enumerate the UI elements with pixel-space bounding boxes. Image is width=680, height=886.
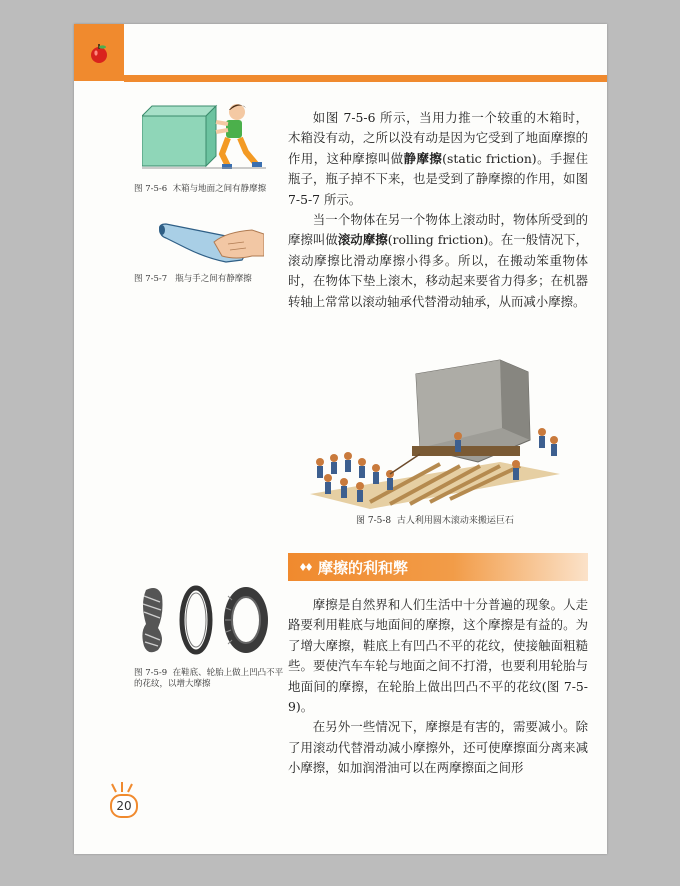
page-number-badge [102, 780, 142, 820]
figure-7-5-7-caption [134, 274, 284, 285]
diamond-bullet-icon [296, 561, 314, 573]
figure-number: 图 7-5-6 [134, 184, 168, 194]
paragraph [288, 108, 588, 210]
figure-number: 图 7-5-9 [134, 668, 168, 678]
figure-rolling-stone [290, 344, 580, 516]
figure-7-5-9-caption [134, 668, 284, 690]
figure-caption-text: 古人利用圆木滚动来搬运巨石 [396, 516, 514, 526]
figure-7-5-8-caption [356, 516, 576, 527]
figure-7-5-6-caption [134, 184, 284, 195]
apple-icon [88, 42, 110, 64]
body-text-bottom [288, 595, 588, 779]
text-run: (static friction)。手握住瓶子，瓶子掉不下来，也是受到了静摩擦的作用，如图 7-5-7 所示。 [288, 150, 589, 207]
term-rolling-friction: 滚动摩擦 [337, 232, 388, 248]
paragraph: 摩擦是自然界和人们生活中十分普遍的现象。人走路要利用鞋底与地面间的摩擦，这个摩擦是有益的。为了增大摩擦，鞋底上有凹凸不平的花纹，使接触面粗糙些。要使汽车车轮与地面之间不打滑，也要利用轮胎与地面间的摩擦，在轮胎上做出凹凸不平的花纹(图 7-5-9)。 [288, 597, 588, 715]
figure-shoe-tires [136, 584, 276, 656]
textbook-page [74, 24, 607, 854]
paragraph: 在另外一些情况下，摩擦是有害的，需要减小。除了用滚动代替滑动减小摩擦外，还可使摩擦面分离来减小摩擦，如加润滑油可以在两摩擦面之间形 [288, 719, 588, 776]
term-static-friction: 静摩擦 [403, 150, 443, 166]
header-corner-block [74, 24, 124, 81]
paragraph [288, 210, 588, 312]
section-heading [288, 553, 588, 581]
figure-box-push [142, 98, 266, 182]
text-run: (rolling friction)。在一般情况下，滚动摩擦比滑动摩擦小得多。所以，在搬动笨重物体时，在物体下垫上滚木，移动起来要省力得多；在机器转轴上常常以滚动轴承代替滑动轴承，从而减小摩擦。 [288, 232, 589, 309]
text-run: 如图 7-5-6 所示，当用力推一个较重的木箱时，木箱没有动，之所以没有动是因为它受到了地面摩擦的作用，这种摩擦叫做 [288, 110, 588, 166]
header-rule [124, 75, 607, 82]
figure-number: 图 7-5-7 [134, 274, 168, 284]
sparkle-icon [108, 780, 136, 794]
text-run: 当一个物体在另一个物体上滚动时，物体所受到的摩擦叫做 [288, 212, 588, 248]
body-text-top [288, 108, 588, 312]
figure-number: 图 7-5-8 [356, 516, 392, 526]
figure-caption-text: 木箱与地面之间有静摩擦 [172, 184, 267, 194]
figure-caption-text: 在鞋底、轮胎上做上凹凸不平的花纹，以增大摩擦 [134, 668, 284, 689]
figure-caption-text: 瓶与手之间有静摩擦 [175, 274, 252, 284]
figure-bottle-hand [156, 212, 264, 270]
section-title: 摩擦的利和弊 [318, 559, 409, 577]
page-number: 20 [110, 794, 138, 818]
